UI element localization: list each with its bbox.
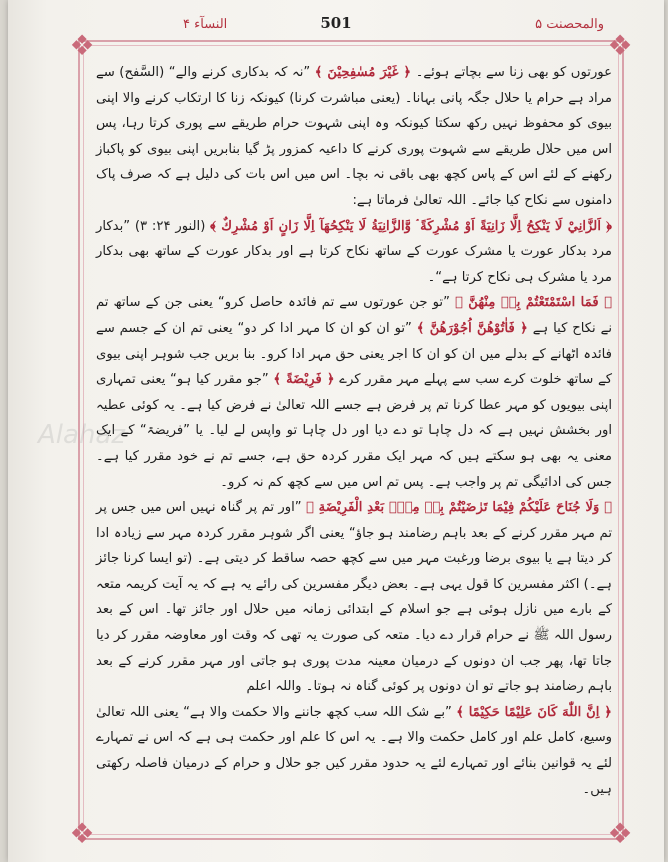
quran-verse: ﴿ اَلزَّانِيْ لَا يَنْكِحُ اِلَّا زَانِيَةً اَوْ مُشْرِكَةً ۘ وَّالزَّانِيَةُ لَا يَنْكِحُهَآ اِلَّا زَانٍ اَوْ مُشْرِكٌ ﴾ — [210, 218, 613, 234]
corner-ornament-icon: ❖ — [607, 817, 633, 850]
surah-name-header: النسآء ۴ — [183, 17, 228, 32]
commentary-text: ”تو ان کو ان کا مہر ادا کر دو“ یعنی تم ان کے جسم سے فائدہ اٹھانے کے بدلے میں ان کو ان کا اجر یعنی حق مہر ادا کرو۔ بنا بریں جب شوہر اپنی بیوی کے ساتھ خلوت کرے سب سے پہلے مہر مقرر کرے — [96, 320, 612, 388]
commentary-text: ”جو مقرر کیا ہو“ یعنی تمہاری اپنی بیویوں کو مہر عطا کرنا تم پر فرض ہے جسے اللہ تعالیٰ نے فرض کیا ہے۔ یہ کوئی عطیہ اور بخشش نہیں ہے کہ دل چاہا تو دے دیا اور دل چاہا تو واپس لے لیا۔ یا ”فریضۃ“ کے ایک معنی یہ بھی ہو سکتے ہیں کہ مہر ایک مقرر کردہ حق ہے، جسے تم نے خود مقرر کیا ہے۔ جس کی ادائیگی تم پر واجب ہے۔ پس تم اس میں سے کچھ کم نہ کرو۔ — [96, 372, 612, 490]
commentary-text: ”بدکار مرد بدکار عورت یا مشرک عورت کے ساتھ نکاح کرتا ہے اور بدکار عورت کے ساتھ بھی بدکار مرد یا مشرک ہی نکاح کرتا ہے“۔ — [96, 218, 612, 285]
commentary-text: ”نہ کہ بدکاری کرنے والے“ (السَّفح) سے مراد ہے حرام یا حلال جگہ پانی بہانا۔ (یعنی مباشرت کرنا) کیونکہ زنا کا ارتکاب کرنے والا اپنی بیوی کو محفوظ نہیں رکھ سکتا کیونکہ وہ اپنی شہوت حرام طریقے سے پوری کرتا رہا، پس اس میں حلال طریقے سے شہوت پوری کرنے کا داعیہ کمزور پڑ گیا بنابریں اپنی بیوی کو پاکباز رکھنے کے لئے اس کے پاس کچھ بھی باقی نہ بچا۔ اس میں اس بات کی دلیل ہے کہ صرف پاک دامنوں سے نکاح کیا جائے۔ اللہ تعالیٰ فرماتا ہے: — [96, 65, 612, 208]
paragraph — [96, 495, 612, 700]
paragraph — [96, 214, 612, 291]
commentary-text: ”اور تم پر گناہ نہیں اس میں جس پر تم مہر مقرر کرنے کے بعد باہم رضامند ہو جاؤ“ یعنی اگر شوہر مقرر کردہ مہر سے زیادہ ادا کر دیتا ہے یا بیوی برضا ورغبت مہر میں سے کچھ حصہ ساقط کر دیتی ہے۔ (تو ایسا کرنا جائز ہے۔) اکثر مفسرین کا قول یہی ہے۔ بعض دیگر مفسرین کی رائے یہ ہے کہ یہ آیت کریمہ متعہ کے بارے میں نازل ہوئی ہے جو اسلام کے ابتدائی زمانہ میں حلال اور جائز تھا۔ اس کے بعد رسول اللہ ﷺ نے حرام قرار دے دیا۔ متعہ کی صورت یہ تھی کہ وقت اور معاوضہ مقرر کر دیا جاتا تھا، پھر جب ان دونوں کے درمیان معینہ مدت پوری ہو جاتی اور مہر مقرر کرنے کے بعد باہم رضامند ہو جاتے تو ان دونوں پر کوئی گناہ نہ ہوتا۔ واللہ اعلم — [96, 500, 612, 695]
page-number: 501 — [320, 14, 352, 32]
corner-ornament-icon: ❖ — [607, 29, 633, 62]
commentary-text: عورتوں کو بھی زنا سے بچاتے ہوئے۔ — [411, 65, 612, 80]
paragraph — [96, 60, 612, 214]
watermark: Alahaz — [38, 420, 126, 450]
quran-verse: ﴿ غَيْرَ مُسٰفِحِيْنَ ﴾ — [314, 65, 412, 80]
corner-ornament-icon: ❖ — [69, 817, 95, 850]
paragraph — [96, 700, 612, 802]
commentary-text: ”تو جن عورتوں سے تم فائدہ حاصل کرو“ یعنی جن کے ساتھ تم نے نکاح کیا ہے — [96, 295, 612, 336]
page-header — [8, 14, 664, 36]
quran-verse: ﴿ وَلَا جُنَاحَ عَلَيْكُمْ فِيْمَا تَرٰضَيْتُمْ بِهٖ مِنْۢ بَعْدِ الْفَرِيْضَةِ ﴾ — [305, 500, 612, 516]
quran-verse: ﴿ اِنَّ اللّٰهَ كَانَ عَلِيْمًا حَكِيْمًا ﴾ — [456, 704, 612, 720]
corner-ornament-icon: ❖ — [69, 29, 95, 62]
quran-verse: ﴿ فَرِيْضَةً ﴾ — [273, 372, 335, 388]
verse-reference: (النور ۲۴: ۳) — [130, 218, 211, 234]
quran-verse: ﴿ فَاٰتُوْهُنَّ اُجُوْرَهُنَّ ﴾ — [416, 320, 528, 336]
page-body-text — [96, 60, 612, 802]
book-page — [8, 0, 664, 862]
juz-name-header: والمحصنت ۵ — [535, 17, 604, 32]
commentary-text: ”بے شک اللہ سب کچھ جاننے والا حکمت والا ہے“ یعنی اللہ تعالیٰ وسیع، کامل علم اور کامل حکمت والا ہے۔ یہ اس کا علم اور حکمت ہی ہے کہ اس نے تمہارے لئے یہ قوانین بنائے اور تمہارے لئے یہ حدود مقرر کیں جو حلال و حرام کے درمیان فاصلہ رکھتی ہیں۔ — [96, 704, 612, 797]
paragraph — [96, 290, 612, 495]
quran-verse: ﴿ فَمَا اسْتَمْتَعْتُمْ بِهٖ مِنْهُنَّ ﴾ — [454, 295, 612, 311]
